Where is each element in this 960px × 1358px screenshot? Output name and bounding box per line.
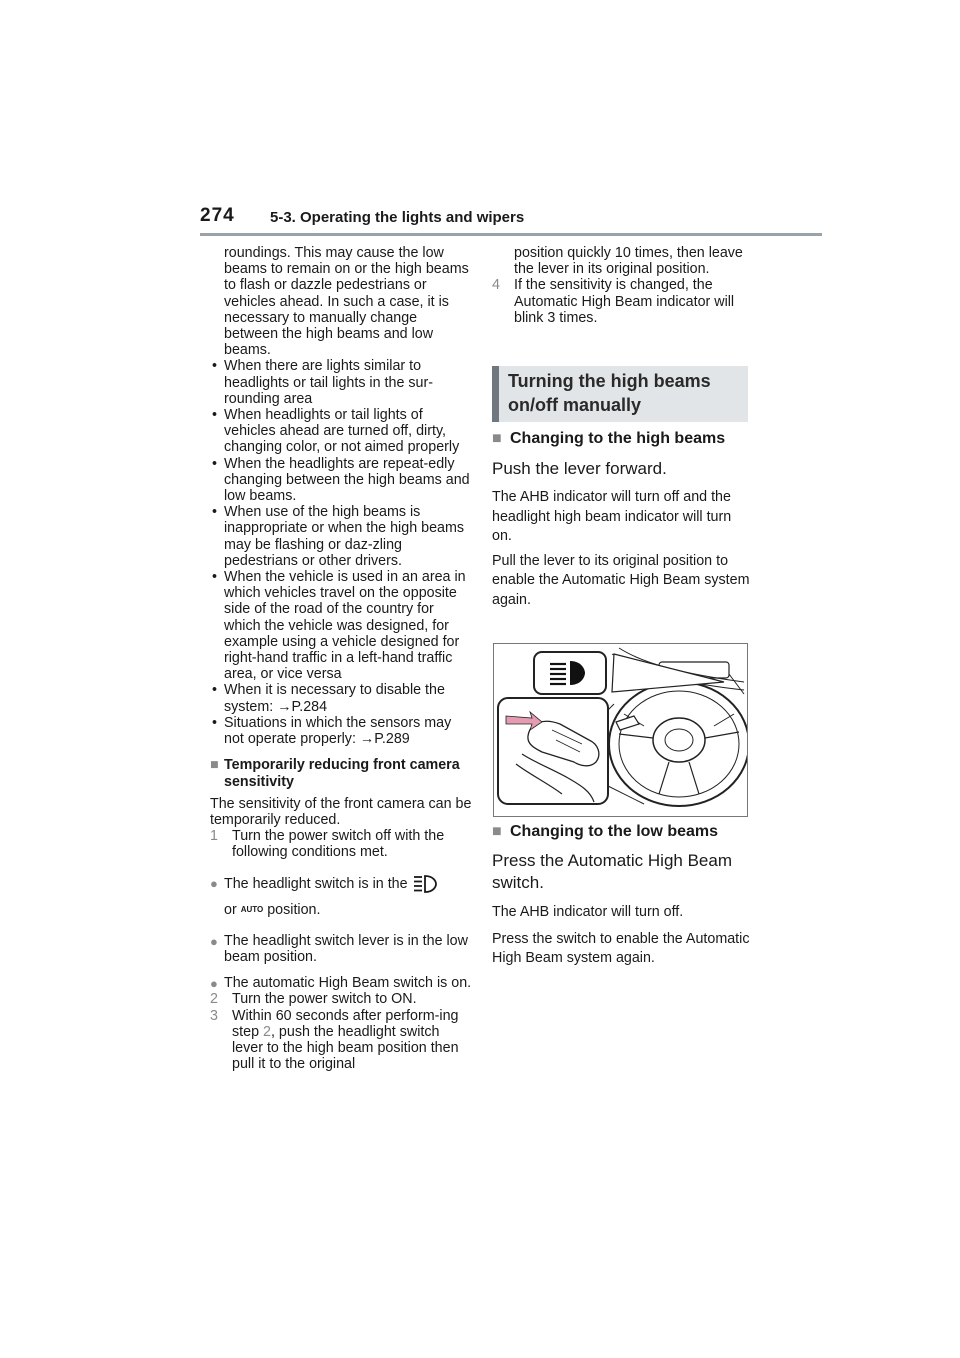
high-beam-instruction: Push the lever forward. bbox=[492, 459, 667, 478]
bullet-item: • When headlights or tail lights of vehicles ahead are turned off, dirty, changing color, or not aimed properly bbox=[210, 407, 472, 456]
page-reference[interactable]: →P.289 bbox=[359, 731, 410, 748]
condition-item: ● The automatic High Beam switch is on. bbox=[210, 975, 472, 992]
section-title-box: Turning the high beams on/off manually bbox=[492, 366, 748, 422]
heading-low-beams: ■ Changing to the low beams bbox=[492, 821, 754, 843]
steering-wheel-lever-illustration bbox=[493, 643, 748, 817]
continued-text: roundings. This may cause the low beams to remain on or the high beams to flash or dazzle pedestrians or vehicles ahead. In such a case, it is necessary to manually change between the high beams and low beams. bbox=[224, 245, 469, 359]
step-number: 3 bbox=[210, 1007, 218, 1024]
high-beam-note: The AHB indicator will turn off and the headlight high beam indicator will turn on. bbox=[492, 489, 732, 544]
bullet-text: Situations in which the sensors may not operate properly: bbox=[224, 714, 452, 748]
sub-heading: ■ Temporarily reducing front camera sensitivity bbox=[210, 757, 460, 790]
condition-item: ● The headlight switch lever is in the low beam position. bbox=[210, 932, 468, 965]
high-beam-indicator-icon bbox=[412, 874, 438, 894]
header-rule bbox=[200, 233, 822, 236]
high-beam-note: Pull the lever to its original position to enable the Automatic High Beam system again. bbox=[492, 552, 750, 608]
square-bullet-icon: ■ bbox=[492, 823, 502, 840]
step-number: 2 bbox=[210, 991, 218, 1008]
left-column bbox=[210, 245, 472, 1072]
heading-high-beams: ■ Changing to the high beams bbox=[492, 428, 754, 450]
circle-bullet-icon: ● bbox=[210, 933, 218, 949]
bullet-item bbox=[210, 682, 472, 714]
section-title: 5-3. Operating the lights and wipers bbox=[270, 209, 525, 226]
bullet-item: • When there are lights similar to headlights or tail lights in the sur-rounding area bbox=[210, 358, 472, 407]
bullet-item: • When the vehicle is used in an area in which vehicles travel on the opposite side of the road of the country for which the vehicle was designed, for example using a vehicle designed for right-hand traffic in a left-hand traffic area, or vice versa bbox=[210, 569, 472, 682]
step-2: 2 Turn the power switch to ON. bbox=[210, 991, 417, 1008]
square-bullet-icon: ■ bbox=[492, 430, 502, 447]
step-number: 1 bbox=[210, 828, 218, 845]
square-bullet-icon: ■ bbox=[210, 757, 219, 774]
circle-bullet-icon: ● bbox=[210, 875, 218, 891]
low-beam-note: Press the switch to enable the Automatic High Beam system again. bbox=[492, 930, 750, 966]
low-beam-note: The AHB indicator will turn off. bbox=[492, 904, 684, 920]
bullet-item: • When the headlights are repeat-edly changing between the high beams and low beams. bbox=[210, 456, 472, 505]
high-beam-section bbox=[492, 428, 754, 610]
step-4: 4 If the sensitivity is changed, the Automatic High Beam indicator will blink 3 times. bbox=[492, 277, 735, 326]
step-number: 4 bbox=[492, 277, 500, 294]
step-1: 1 Turn the power switch off with the following conditions met. bbox=[210, 828, 445, 861]
auto-icon: AUTO bbox=[240, 904, 264, 914]
bullet-item: • When use of the high beams is inappropriate or when the high beams may be flashing or daz-zling pedestrians or other drivers. bbox=[210, 504, 472, 569]
bullet-text: When it is necessary to disable the system: bbox=[224, 682, 445, 715]
right-column bbox=[492, 245, 754, 326]
condition-item: ● The headlight switch is in the or AUTO position. bbox=[210, 871, 472, 923]
intro-text: The sensitivity of the front camera can be temporarily reduced. bbox=[210, 795, 472, 828]
low-beam-instruction: Press the Automatic High Beam switch. bbox=[492, 851, 733, 892]
step-3-continued: position quickly 10 times, then leave the lever in its original position. bbox=[514, 245, 743, 278]
step-reference: 2 bbox=[263, 1023, 271, 1040]
low-beam-section bbox=[492, 821, 754, 969]
page-reference[interactable]: →P.284 bbox=[277, 698, 328, 715]
circle-bullet-icon: ● bbox=[210, 976, 218, 992]
bullet-item bbox=[210, 715, 472, 747]
step-3: 3 Within 60 seconds after perform-ing step 2, push the headlight switch lever to the high beam position then pull it to the original bbox=[210, 1007, 459, 1073]
page-number: 274 bbox=[200, 205, 235, 226]
